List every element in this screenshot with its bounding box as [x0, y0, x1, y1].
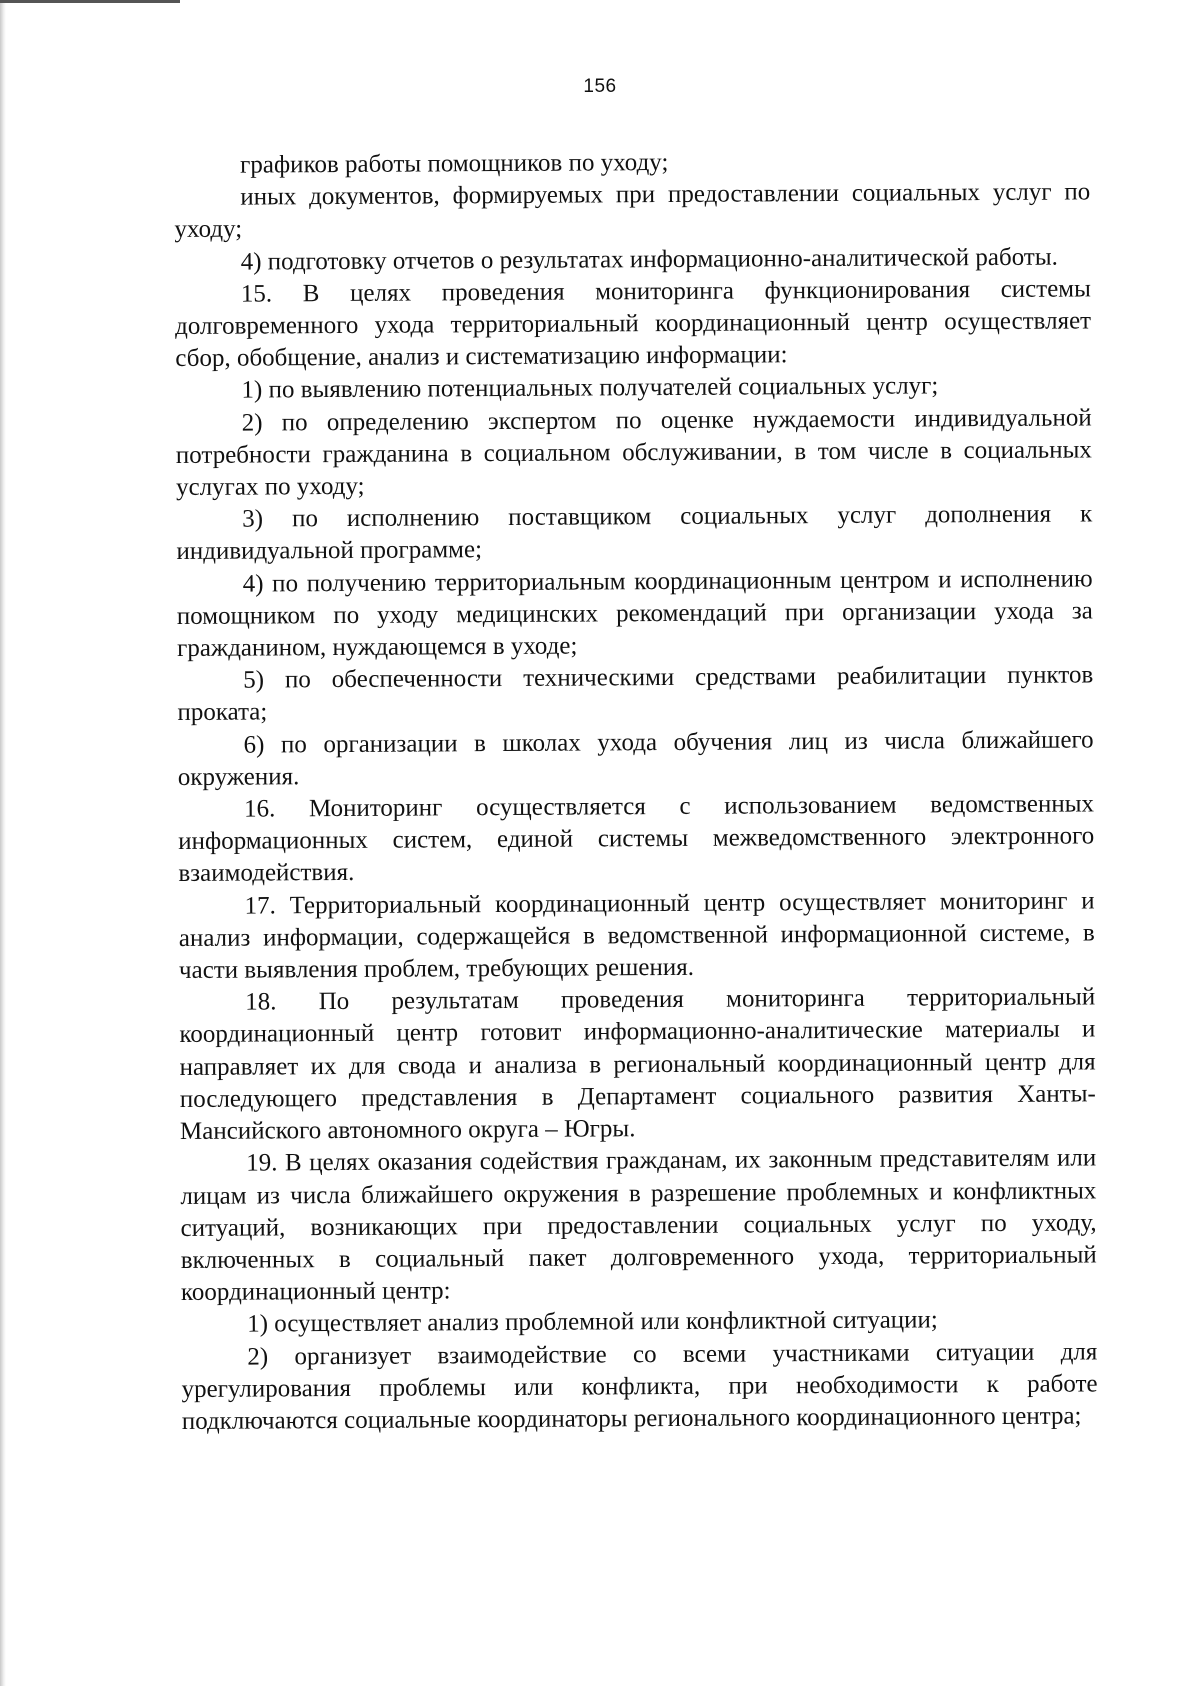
page-number: 156	[583, 76, 617, 97]
paragraph-19-item-1: 1) осуществляет анализ проблемной или конфликтной ситуации;	[247, 1306, 938, 1338]
paragraph-section-18: 18. По результатам проведения мониторинга территориальный координационный центр готовит информационно-аналитические материалы и направляет их для свода и анализа в региональный координационный центр для последующего представления в Департамент социального развития Ханты-Мансийского автономного округа – Югры.	[179, 983, 1096, 1146]
paragraph-15-item-1: 1) по выявлению потенциальных получателей социальных услуг;	[241, 372, 939, 405]
paragraph-15-item-5: 5) по обеспеченности техническими средствами реабилитации пунктов проката;	[177, 661, 1094, 727]
paragraph-15-item-3: 3) по исполнению поставщиком социальных услуг дополнения к индивидуальной программе;	[176, 500, 1093, 566]
paragraph-19-item-2: 2) организует взаимодействие со всеми участниками ситуации для урегулирования проблемы или конфликта, при необходимости к работе подключаются социальные координаторы регионального координационного центра;	[181, 1337, 1098, 1435]
paragraph-15-item-4: 4) по получению территориальным координационным центром и исполнению помощником по уходу медицинских рекомендаций при организации ухода за гражданином, нуждающемся в уходе;	[176, 565, 1093, 663]
paragraph-section-19: 19. В целях оказания содействия гражданам, их законным представителям или лицам из числа ближайшего окружения в разрешение проблемных и конфликтных ситуаций, возникающих при предоставлении социальных услуг по уходу, включенных в социальный пакет долговременного ухода, территориальный координационный центр:	[180, 1144, 1097, 1307]
paragraph-15-item-2: 2) по определению экспертом по оценке нуждаемости индивидуальной потребности гражданина в социальном обслуживании, в том числе в социальных услугах по уходу;	[175, 404, 1092, 502]
document-body	[174, 144, 1098, 1438]
paragraph-section-15: 15. В целях проведения мониторинга функционирования системы долговременного ухода территориальный координационный центр осуществляет сбор, обобщение, анализ и систематизацию информации:	[174, 275, 1092, 373]
paragraph-other-documents: иных документов, формируемых при предоставлении социальных услуг по уходу;	[174, 178, 1091, 244]
scan-edge-shadow	[0, 0, 6, 1686]
paragraph-reports: 4) подготовку отчетов о результатах информационно-аналитической работы.	[240, 243, 1058, 276]
paragraph-section-17: 17. Территориальный координационный центр осуществляет мониторинг и анализ информации, содержащейся в ведомственной информационной системе, в части выявления проблем, требующих решения.	[178, 887, 1095, 985]
scan-top-line	[0, 0, 180, 3]
paragraph-work-schedules: графиков работы помощников по уходу;	[240, 148, 669, 179]
paragraph-15-item-6: 6) по организации в школах ухода обучения лиц из числа ближайшего окружения.	[177, 726, 1094, 791]
paragraph-section-16: 16. Мониторинг осуществляется с использованием ведомственных информационных систем, единой системы межведомственного электронного взаимодействия.	[178, 790, 1095, 888]
